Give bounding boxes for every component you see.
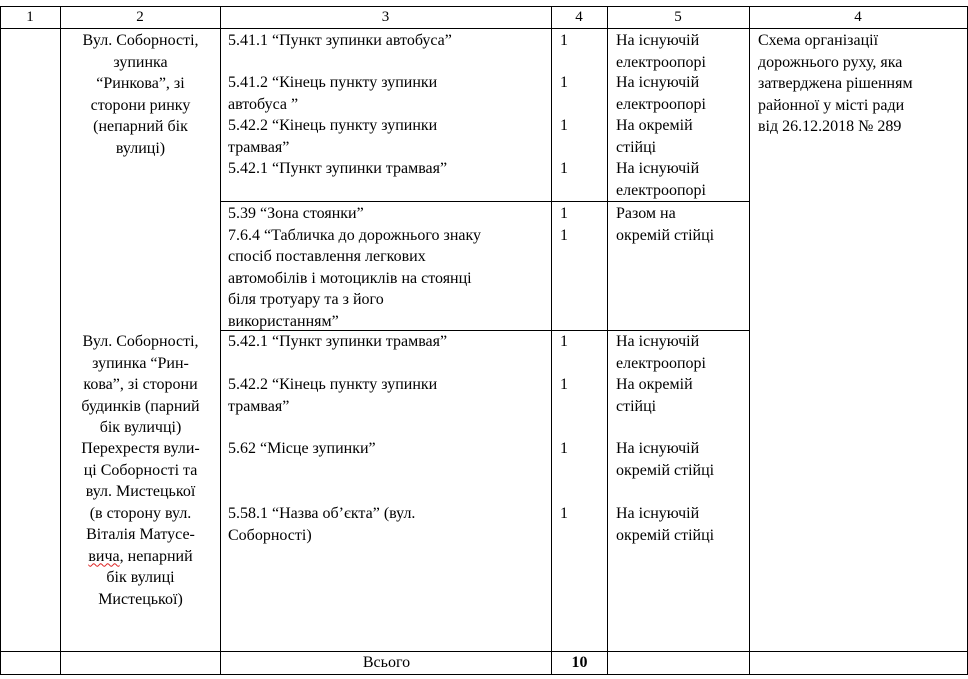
qty-cell: 1 [560, 160, 568, 177]
mount-cell: На існуючій електроопорі [616, 160, 706, 199]
basis-note: Схема організації дорожнього руху, яка затверджена рішенням районної у місті ради від 26.12.2018 № 289 [758, 32, 913, 135]
sign-row: 5.42.1 “Пункт зупинки трамвая” [228, 333, 448, 350]
location-3: Перехрестя вули- ці Соборності та вул. Мистецької (в сторону вул. Віталія Матусе- вича, непарний бік вулиці Мистецької) [81, 440, 200, 608]
sign-row: 5.58.1 “Назва об’єкта” (вул. Соборності) [228, 505, 416, 544]
header-col-2: 2 [136, 9, 144, 25]
total-label: Всього [362, 654, 411, 671]
qty-cell: 1 [560, 74, 568, 91]
mount-cell: Разом на окремій стійці [616, 205, 715, 244]
qty-cell: 1 [560, 376, 568, 393]
mount-cell: На існуючій електроопорі [616, 333, 706, 372]
header-col-5: 5 [674, 9, 682, 25]
qty-cell: 1 1 [560, 205, 568, 244]
mount-cell: На окремій стійці [616, 376, 693, 415]
mount-cell: На існуючій окремій стійці [616, 440, 715, 479]
header-col-6: 4 [854, 9, 862, 25]
mount-cell: На існуючій окремій стійці [616, 505, 715, 544]
mount-cell: На окремій стійці [616, 117, 693, 156]
sign-row: 5.42.1 “Пункт зупинки трамвая” [228, 160, 448, 177]
header-col-4: 4 [575, 9, 583, 25]
sign-row: 5.62 “Місце зупинки” [228, 440, 376, 457]
header-col-3: 3 [381, 9, 390, 25]
header-col-1: 1 [26, 9, 34, 25]
total-value: 10 [571, 654, 588, 671]
qty-cell: 1 [560, 333, 568, 350]
sign-row: 5.42.2 “Кінець пункту зупинки трамвая” [228, 376, 438, 415]
location-2: Вул. Соборності, зупинка “Рин- кова”, зі сторони будинків (парний бік вуличці) [81, 333, 200, 436]
mount-cell: На існуючій електроопорі [616, 32, 706, 71]
location-1: Вул. Соборності, зупинка “Ринкова”, зі сторони ринку (непарний бік вулиці) [82, 32, 199, 157]
sign-row: 5.42.2 “Кінець пункту зупинки трамвая” [228, 117, 438, 156]
qty-cell: 1 [560, 32, 568, 49]
qty-cell: 1 [560, 117, 568, 134]
sign-row: 5.41.2 “Кінець пункту зупинки автобуса ” [228, 74, 438, 113]
sign-row: 5.39 “Зона стоянки” 7.6.4 “Табличка до дорожнього знаку спосіб поставлення легкових автомобілів і мотоциклів на стоянці біля тротуару та з його використанням” [228, 205, 482, 330]
sign-row: 5.41.1 “Пункт зупинки автобуса” [228, 32, 452, 49]
qty-cell: 1 [560, 505, 568, 522]
mount-cell: На існуючій електроопорі [616, 74, 706, 113]
qty-cell: 1 [560, 440, 568, 457]
